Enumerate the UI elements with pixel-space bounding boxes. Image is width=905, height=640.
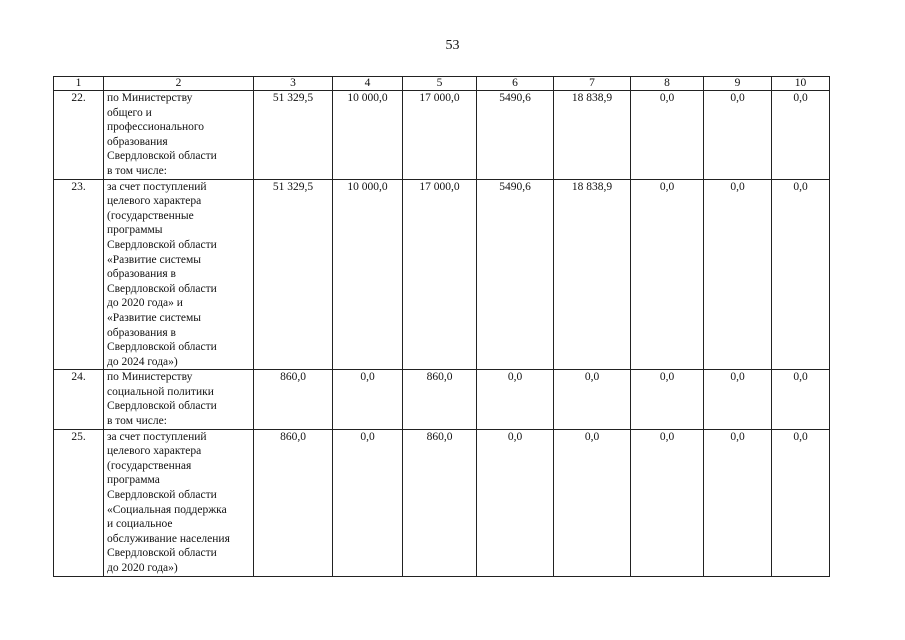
value-cell: 5490,6 bbox=[477, 179, 554, 370]
value-cell: 51 329,5 bbox=[254, 179, 333, 370]
row-number: 24. bbox=[54, 370, 104, 429]
row-description bbox=[104, 179, 254, 370]
description-line: в том числе: bbox=[107, 415, 167, 428]
description-line: Свердловской области bbox=[107, 341, 217, 354]
description-line: до 2020 года» и bbox=[107, 297, 183, 310]
value-cell: 860,0 bbox=[254, 429, 333, 576]
description-line: Свердловской области bbox=[107, 547, 217, 560]
value-cell: 0,0 bbox=[631, 370, 704, 429]
value-cell: 10 000,0 bbox=[333, 179, 403, 370]
description-line: «Развитие системы bbox=[107, 311, 202, 324]
budget-table bbox=[53, 76, 830, 577]
description-line: Свердловской области bbox=[107, 150, 217, 163]
description-line: общего и bbox=[107, 106, 152, 119]
description-line: Свердловской области bbox=[107, 282, 217, 295]
description-line: до 2020 года») bbox=[107, 562, 178, 574]
value-cell: 860,0 bbox=[403, 370, 477, 429]
value-cell: 860,0 bbox=[254, 370, 333, 429]
description-line: «Социальная поддержка bbox=[107, 503, 227, 516]
column-header: 7 bbox=[554, 77, 631, 91]
value-cell: 0,0 bbox=[704, 91, 772, 180]
row-number: 25. bbox=[54, 429, 104, 576]
value-cell: 0,0 bbox=[554, 429, 631, 576]
description-line: целевого характера bbox=[107, 445, 202, 458]
description-line: «Развитие системы bbox=[107, 253, 202, 266]
description-line: обслуживание населения bbox=[107, 532, 230, 545]
value-cell: 0,0 bbox=[704, 179, 772, 370]
value-cell: 0,0 bbox=[554, 370, 631, 429]
column-header: 10 bbox=[772, 77, 830, 91]
value-cell: 0,0 bbox=[704, 370, 772, 429]
description-line: и социальное bbox=[107, 518, 173, 531]
value-cell: 0,0 bbox=[631, 179, 704, 370]
description-line: образования в bbox=[107, 326, 176, 339]
column-header: 3 bbox=[254, 77, 333, 91]
value-cell: 0,0 bbox=[772, 91, 830, 180]
description-line: Свердловской области bbox=[107, 238, 217, 251]
value-cell: 18 838,9 bbox=[554, 91, 631, 180]
value-cell: 0,0 bbox=[333, 429, 403, 576]
description-line: социальной политики bbox=[107, 385, 214, 398]
column-header: 6 bbox=[477, 77, 554, 91]
description-line: образования bbox=[107, 135, 168, 148]
description-line: (государственные bbox=[107, 209, 194, 222]
table-row bbox=[54, 179, 830, 370]
column-header: 1 bbox=[54, 77, 104, 91]
value-cell: 5490,6 bbox=[477, 91, 554, 180]
value-cell: 0,0 bbox=[333, 370, 403, 429]
value-cell: 0,0 bbox=[631, 429, 704, 576]
description-line: по Министерству bbox=[107, 92, 193, 104]
description-line: программа bbox=[107, 474, 160, 487]
row-description bbox=[104, 91, 254, 180]
row-number: 22. bbox=[54, 91, 104, 180]
column-header: 9 bbox=[704, 77, 772, 91]
page-number: 53 bbox=[445, 38, 460, 53]
value-cell: 860,0 bbox=[403, 429, 477, 576]
description-line: образования в bbox=[107, 268, 176, 281]
column-header: 8 bbox=[631, 77, 704, 91]
value-cell: 17 000,0 bbox=[403, 179, 477, 370]
column-header: 5 bbox=[403, 77, 477, 91]
value-cell: 0,0 bbox=[704, 429, 772, 576]
value-cell: 10 000,0 bbox=[333, 91, 403, 180]
table-row bbox=[54, 370, 830, 429]
value-cell: 0,0 bbox=[631, 91, 704, 180]
value-cell: 0,0 bbox=[477, 429, 554, 576]
value-cell: 0,0 bbox=[477, 370, 554, 429]
description-line: Свердловской области bbox=[107, 400, 217, 413]
description-line: Свердловской области bbox=[107, 489, 217, 502]
description-line: в том числе: bbox=[107, 164, 167, 177]
value-cell: 0,0 bbox=[772, 179, 830, 370]
table-row bbox=[54, 91, 830, 180]
value-cell: 18 838,9 bbox=[554, 179, 631, 370]
column-header: 4 bbox=[333, 77, 403, 91]
value-cell: 51 329,5 bbox=[254, 91, 333, 180]
description-line: до 2024 года») bbox=[107, 355, 178, 368]
column-header: 2 bbox=[104, 77, 254, 91]
value-cell: 0,0 bbox=[772, 370, 830, 429]
value-cell: 0,0 bbox=[772, 429, 830, 576]
description-line: за счет поступлений bbox=[107, 430, 207, 443]
row-description bbox=[104, 370, 254, 429]
description-line: профессионального bbox=[107, 121, 205, 134]
description-line: (государственная bbox=[107, 459, 192, 472]
table-header-row bbox=[54, 77, 830, 91]
table-row bbox=[54, 429, 830, 576]
description-line: за счет поступлений bbox=[107, 180, 207, 193]
description-line: программы bbox=[107, 224, 163, 237]
value-cell: 17 000,0 bbox=[403, 91, 477, 180]
row-description bbox=[104, 429, 254, 576]
row-number: 23. bbox=[54, 179, 104, 370]
description-line: целевого характера bbox=[107, 195, 202, 208]
description-line: по Министерству bbox=[107, 371, 193, 384]
